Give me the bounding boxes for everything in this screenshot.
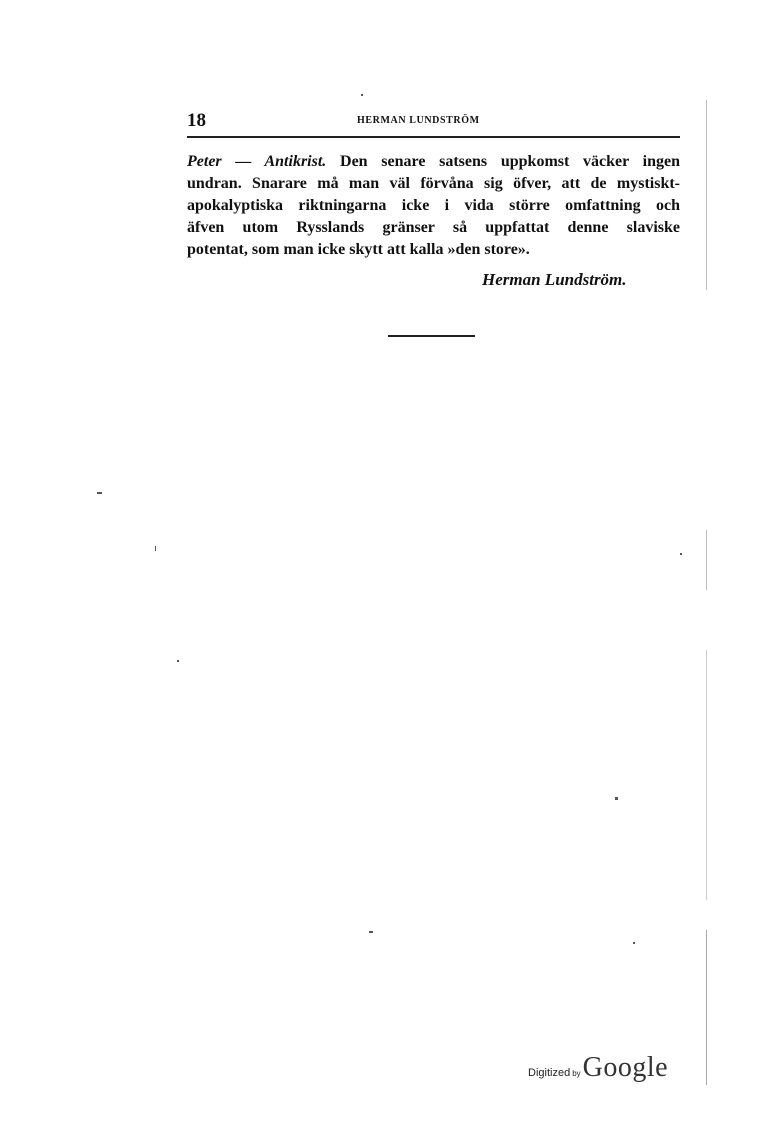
scan-artifact-left-3: [177, 660, 179, 662]
running-head: HERMAN LUNDSTRÖM: [357, 115, 480, 126]
page-number: 18: [187, 110, 206, 131]
scan-artifact-right-1: [680, 553, 682, 555]
line-1-rest: Den senare satsens uppkomst väcker ingen: [326, 153, 680, 170]
text-line-3: apokalyptiska riktningarna icke i vida större omfattning och: [187, 197, 680, 214]
author-signature: Herman Lundström.: [482, 270, 627, 289]
page-header: [187, 110, 680, 132]
scan-artifact-mid-2: [369, 931, 373, 933]
scan-artifact-mid-1: [615, 797, 618, 800]
section-end-rule: [388, 335, 475, 337]
scan-artifact-right-2: [633, 942, 635, 944]
scan-edge-line-2: [706, 530, 707, 590]
header-rule: [187, 136, 680, 138]
italic-peter: Peter: [187, 153, 222, 170]
body-paragraph: [187, 151, 680, 261]
scan-artifact-top: [361, 94, 363, 96]
watermark-digitized: Digitized: [528, 1067, 571, 1079]
text-line-1: [187, 151, 680, 173]
scan-edge-line-1: [706, 100, 707, 290]
scan-edge-line-4: [706, 930, 707, 1085]
google-logo: Google: [582, 1052, 669, 1083]
scan-artifact-left-1: [97, 492, 102, 494]
scan-edge-line-3: [706, 650, 707, 900]
italic-dash: —: [221, 153, 265, 170]
text-line-4: äfven utom Rysslands gränser så uppfattat denne slaviske: [187, 219, 680, 236]
italic-antikrist: Antikrist.: [264, 153, 327, 170]
digitized-by-google-watermark: [528, 1052, 668, 1088]
text-line-5: potentat, som man icke skytt att kalla »den store».: [187, 241, 530, 258]
watermark-by: by: [572, 1069, 581, 1078]
scan-artifact-left-2: [155, 546, 156, 551]
text-line-2: undran. Snarare må man väl förvåna sig öfver, att de mystiskt-: [187, 175, 680, 192]
